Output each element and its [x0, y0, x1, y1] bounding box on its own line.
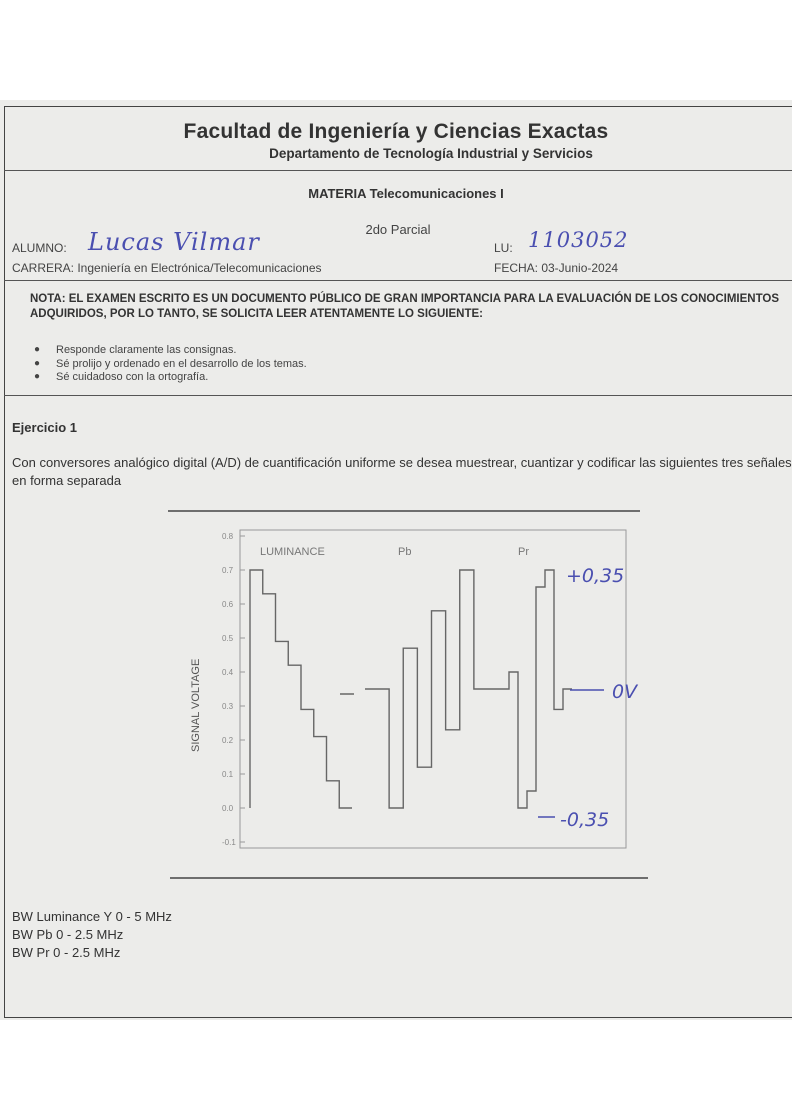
signal-chart [0, 100, 792, 900]
series-trace-pb [365, 570, 488, 808]
note-paragraph: NOTA: EL EXAMEN ESCRITO ES UN DOCUMENTO PÚBLICO DE GRAN IMPORTANCIA PARA LA EVALUACIÓN DE LOS CONOCIMIENTOS ADQUIRIDOS, POR LO TANTO, SE SOLICITA LEER ATENTAMENTE LO SIGUIENTE: [30, 293, 780, 320]
y-tick-label: 0.2 [222, 736, 234, 745]
faculty-title: Facultad de Ingeniería y Ciencias Exactas [183, 120, 609, 143]
bandwidth-pb: BW Pb 0 - 2.5 MHz [12, 927, 124, 942]
exercise-title: Ejercicio 1 [12, 420, 78, 435]
bullet-icon: ● [34, 344, 41, 355]
student-label: ALUMNO: [12, 241, 67, 255]
y-tick-label: 0.8 [222, 532, 234, 541]
y-tick-label: 0.7 [222, 566, 234, 575]
lu-label: LU: [494, 241, 513, 255]
bandwidth-pr: BW Pr 0 - 2.5 MHz [12, 945, 121, 960]
series-label-pb: Pb [398, 546, 412, 558]
rule-text: Sé prolijo y ordenado en el desarrollo de los temas. [56, 357, 307, 370]
y-tick-label: 0.0 [222, 804, 234, 813]
annotation-plus: +0,35 [566, 565, 625, 587]
bullet-icon: ● [34, 357, 41, 369]
bandwidth-list [12, 908, 172, 962]
subject-title: MATERIA Telecomunicaciones I [308, 186, 504, 201]
series-trace-pr [488, 570, 572, 808]
y-tick-label: -0.1 [222, 838, 236, 847]
series-label-pr: Pr [518, 546, 529, 558]
annotation-zero: 0V [612, 681, 638, 703]
bullet-icon: ● [34, 371, 41, 382]
bandwidth-luminance: BW Luminance Y 0 - 5 MHz [12, 909, 172, 924]
exercise-statement: Con conversores analógico digital (A/D) de cuantificación uniforme se desea muestrear, cuantizar y codificar las siguientes tres señales en forma separada [12, 455, 792, 488]
y-tick-label: 0.3 [222, 702, 234, 711]
department-title: Departamento de Tecnología Industrial y Servicios [269, 146, 593, 161]
y-tick-label: 0.5 [222, 634, 234, 643]
y-tick-label: 0.4 [222, 668, 234, 677]
y-axis-label: SIGNAL VOLTAGE [190, 658, 202, 752]
annotation-minus: -0,35 [560, 809, 610, 831]
student-name-handwritten: Lucas Vilmar [88, 228, 260, 256]
series-trace-luminance [250, 570, 352, 808]
rule-text: Sé cuidadoso con la ortografía. [56, 371, 209, 383]
lu-handwritten: 1103052 [528, 228, 629, 252]
y-tick-label: 0.6 [222, 600, 234, 609]
exam-type: 2do Parcial [365, 222, 431, 237]
career-line: CARRERA: Ingeniería en Electrónica/Telecomunicaciones [12, 261, 322, 275]
series-label-luminance: LUMINANCE [260, 546, 325, 558]
date-line: FECHA: 03-Junio-2024 [494, 261, 619, 275]
y-tick-label: 0.1 [222, 770, 234, 779]
exam-sheet [0, 100, 792, 1020]
rule-text: Responde claramente las consignas. [56, 344, 237, 356]
